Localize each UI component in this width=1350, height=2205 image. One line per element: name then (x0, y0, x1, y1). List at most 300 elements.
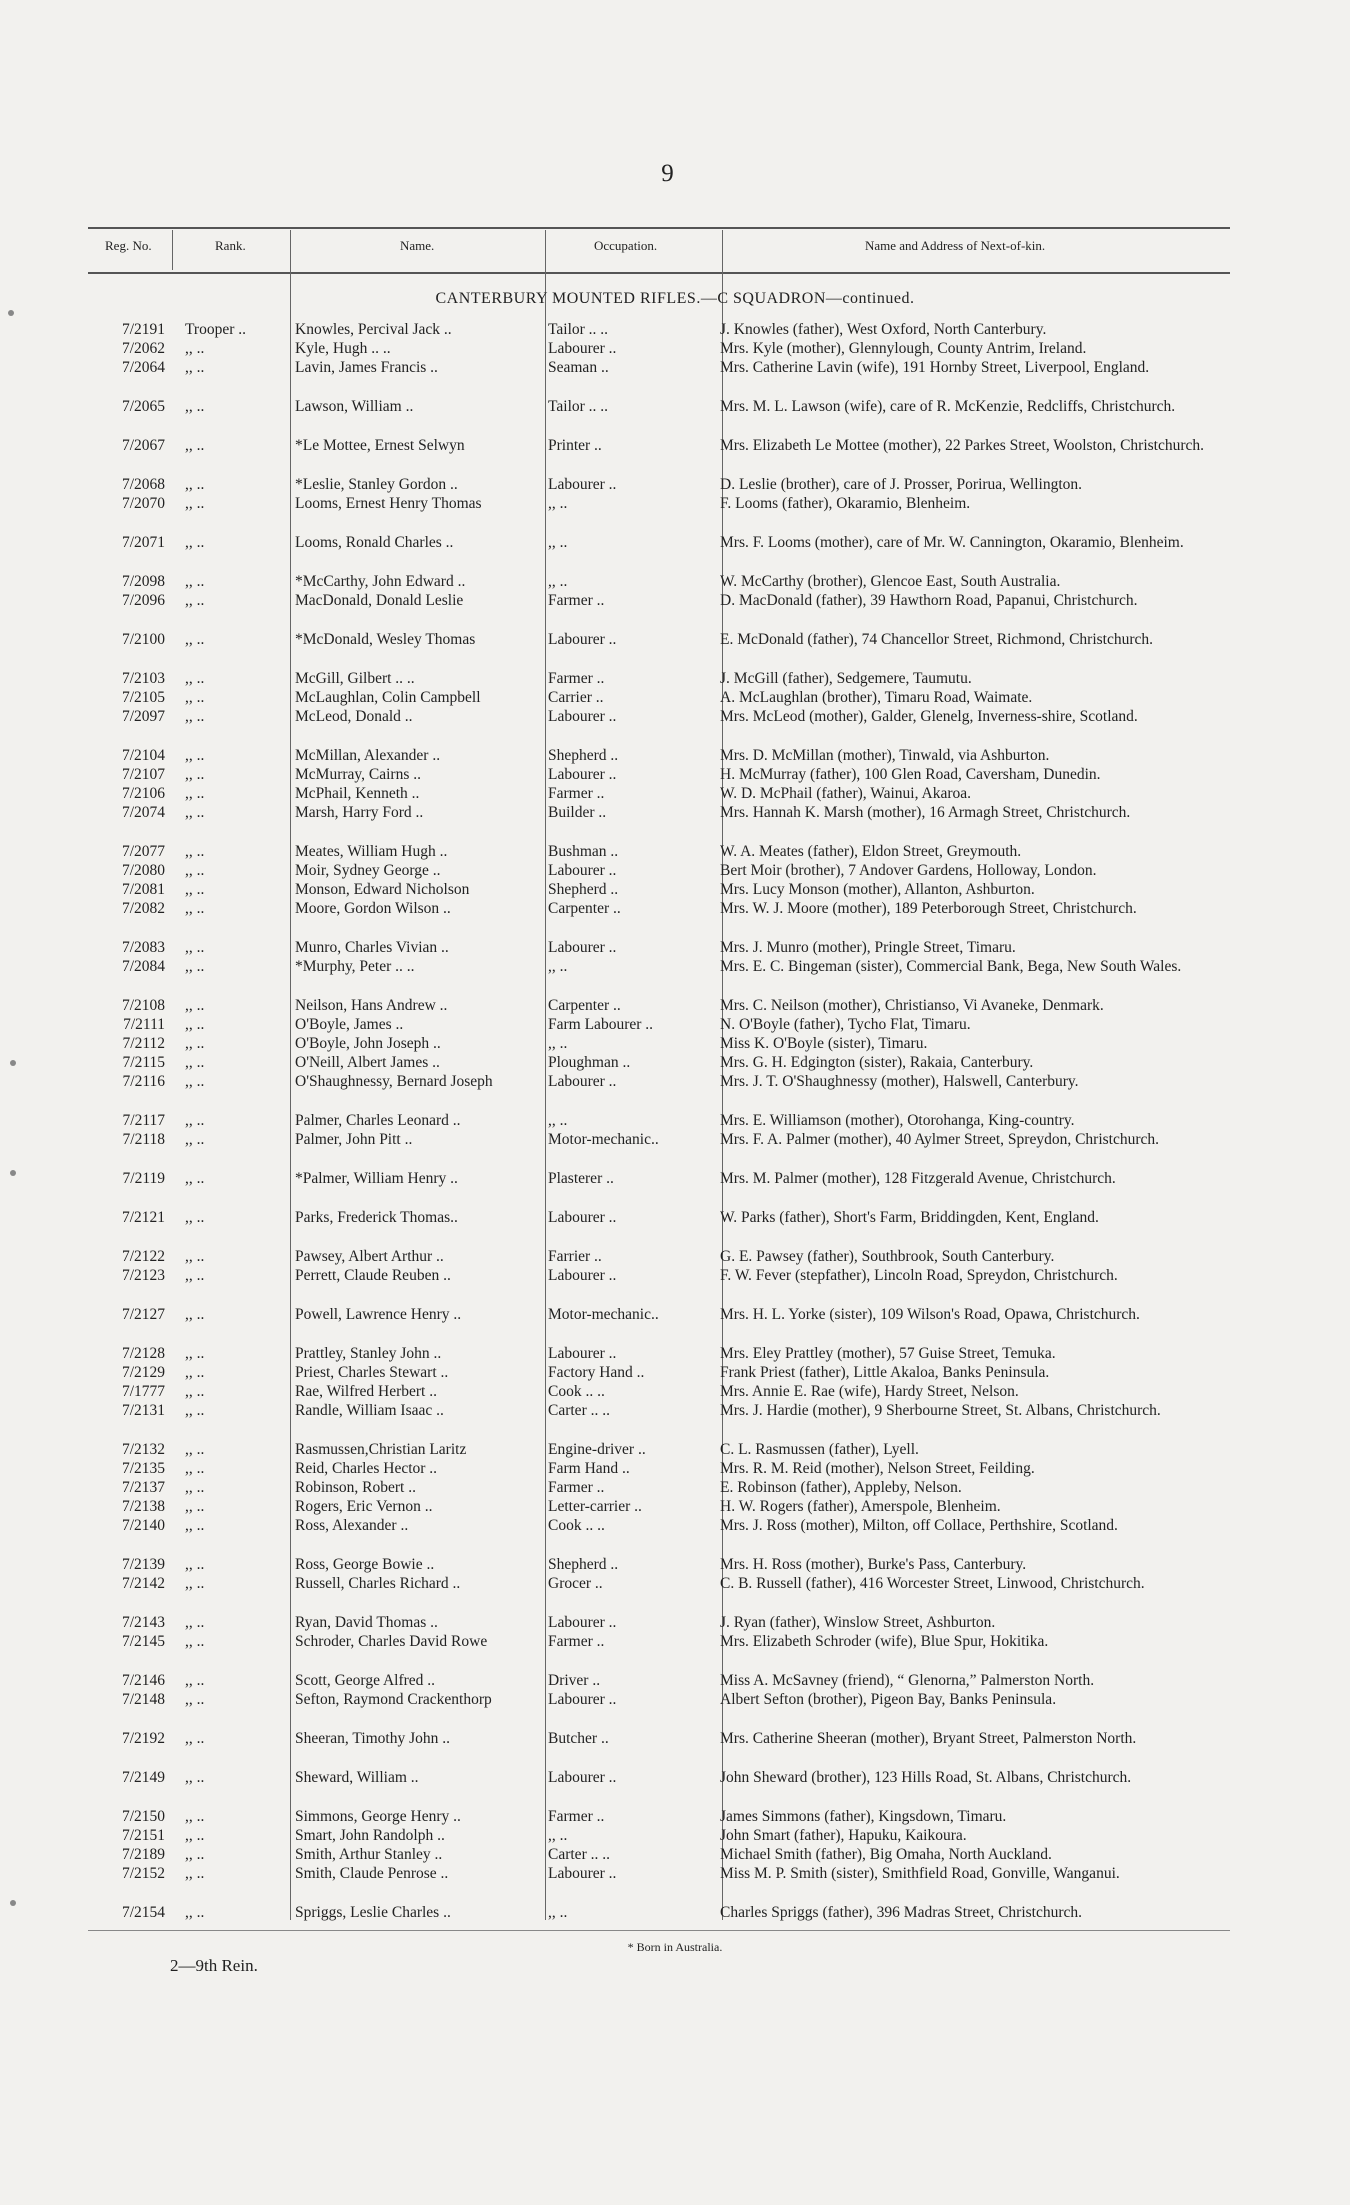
occupation-cell: Ploughman .. (548, 1054, 631, 1071)
reg-no-cell: 7/2112 (122, 1035, 165, 1052)
rank-cell: ,, .. (185, 1865, 205, 1882)
name-cell: Lavin, James Francis .. (295, 359, 438, 376)
rank-cell: ,, .. (185, 958, 205, 975)
rank-cell: ,, .. (185, 1016, 205, 1033)
occupation-cell: Butcher .. (548, 1730, 609, 1747)
rank-cell: ,, .. (185, 1633, 205, 1650)
next-of-kin-cell: Mrs. J. Ross (mother), Milton, off Collace, Perthshire, Scotland. (720, 1517, 1118, 1534)
reg-no-cell: 7/2105 (121, 689, 165, 706)
next-of-kin-cell: Mrs. Elizabeth Le Mottee (mother), 22 Parkes Street, Woolston, Christchurch. (720, 437, 1205, 454)
occupation-cell: Shepherd .. (548, 881, 619, 898)
next-of-kin-cell: Mrs. C. Neilson (mother), Christianso, Vi Avaneke, Denmark. (720, 997, 1104, 1014)
occupation-cell: Tailor .. .. (548, 321, 609, 338)
reg-no-cell: 7/2129 (121, 1364, 165, 1381)
rank-cell: ,, .. (185, 766, 205, 783)
occupation-cell: ,, .. (548, 1827, 568, 1844)
occupation-cell: Labourer .. (548, 631, 617, 648)
occupation-cell: Labourer .. (548, 1769, 617, 1786)
name-cell: McMurray, Cairns .. (295, 766, 421, 783)
occupation-cell: Labourer .. (548, 939, 617, 956)
occupation-cell: ,, .. (548, 573, 568, 590)
name-cell: Palmer, John Pitt .. (295, 1131, 413, 1148)
reg-no-cell: 7/2137 (121, 1479, 165, 1496)
rank-cell: ,, .. (185, 1614, 205, 1631)
name-cell: Powell, Lawrence Henry .. (295, 1306, 462, 1323)
reg-no-cell: 7/2142 (121, 1575, 165, 1592)
next-of-kin-cell: Mrs. J. T. O'Shaughnessy (mother), Halswell, Canterbury. (720, 1073, 1079, 1090)
name-cell: Robinson, Robert .. (295, 1479, 416, 1496)
rank-cell: ,, .. (185, 359, 205, 376)
reg-no-cell: 7/2140 (121, 1517, 165, 1534)
reg-no-cell: 7/2068 (121, 476, 165, 493)
reg-no-cell: 7/2070 (121, 495, 165, 512)
section-heading: CANTERBURY MOUNTED RIFLES.—C SQUADRON—continued. (435, 290, 915, 307)
next-of-kin-cell: Bert Moir (brother), 7 Andover Gardens, Holloway, London. (720, 862, 1097, 879)
next-of-kin-cell: W. McCarthy (brother), Glencoe East, South Australia. (720, 573, 1061, 590)
occupation-cell: Labourer .. (548, 1267, 617, 1284)
occupation-cell: Labourer .. (548, 1865, 617, 1882)
next-of-kin-cell: E. Robinson (father), Appleby, Nelson. (720, 1479, 962, 1496)
next-of-kin-cell: Mrs. M. L. Lawson (wife), care of R. McKenzie, Redcliffs, Christchurch. (720, 398, 1176, 415)
occupation-cell: Shepherd .. (548, 1556, 619, 1573)
margin-punch-hole (8, 310, 14, 316)
column-divider (545, 230, 546, 1920)
reg-no-cell: 7/2067 (121, 437, 165, 454)
rank-cell: ,, .. (185, 900, 205, 917)
next-of-kin-cell: D. Leslie (brother), care of J. Prosser, Porirua, Wellington. (720, 476, 1083, 493)
name-cell: Scott, George Alfred .. (295, 1672, 436, 1689)
reg-no-cell: 7/2151 (121, 1827, 165, 1844)
reg-no-cell: 7/2100 (121, 631, 165, 648)
next-of-kin-cell: Mrs. McLeod (mother), Galder, Glenelg, Inverness-shire, Scotland. (720, 708, 1138, 725)
occupation-cell: Builder .. (548, 804, 607, 821)
rank-cell: ,, .. (185, 708, 205, 725)
next-of-kin-cell: Mrs. D. McMillan (mother), Tinwald, via Ashburton. (720, 747, 1050, 764)
next-of-kin-cell: W. D. McPhail (father), Wainui, Akaroa. (720, 785, 971, 802)
margin-punch-hole (10, 1900, 16, 1906)
next-of-kin-cell: A. McLaughlan (brother), Timaru Road, Waimate. (720, 689, 1033, 706)
next-of-kin-cell: Mrs. W. J. Moore (mother), 189 Peterborough Street, Christchurch. (720, 900, 1137, 917)
occupation-cell: Cook .. .. (548, 1383, 605, 1400)
next-of-kin-cell: C. B. Russell (father), 416 Worcester Street, Linwood, Christchurch. (720, 1575, 1145, 1592)
occupation-cell: Farm Hand .. (548, 1460, 630, 1477)
reg-no-cell: 7/2104 (121, 747, 165, 764)
occupation-cell: Farmer .. (548, 592, 605, 609)
occupation-cell: Labourer .. (548, 340, 617, 357)
name-cell: *Le Mottee, Ernest Selwyn (295, 437, 465, 454)
next-of-kin-cell: Mrs. H. Ross (mother), Burke's Pass, Canterbury. (720, 1556, 1027, 1573)
occupation-cell: Labourer .. (548, 476, 617, 493)
next-of-kin-cell: Mrs. F. Looms (mother), care of Mr. W. Cannington, Okaramio, Blenheim. (720, 534, 1184, 551)
name-cell: Schroder, Charles David Rowe (295, 1633, 488, 1650)
rank-cell: ,, .. (185, 747, 205, 764)
rank-cell: ,, .. (185, 1209, 205, 1226)
reg-no-cell: 7/2081 (121, 881, 165, 898)
occupation-cell: Labourer .. (548, 1614, 617, 1631)
occupation-cell: Motor-mechanic.. (548, 1306, 659, 1323)
rank-cell: ,, .. (185, 939, 205, 956)
reg-no-cell: 7/1777 (121, 1383, 165, 1400)
name-cell: Parks, Frederick Thomas.. (295, 1209, 458, 1226)
occupation-cell: Motor-mechanic.. (548, 1131, 659, 1148)
occupation-cell: Farmer .. (548, 1479, 605, 1496)
occupation-cell: Labourer .. (548, 1073, 617, 1090)
next-of-kin-cell: D. MacDonald (father), 39 Hawthorn Road, Papanui, Christchurch. (720, 592, 1138, 609)
page-number: 9 (661, 160, 674, 187)
rank-cell: ,, .. (185, 1672, 205, 1689)
name-cell: Priest, Charles Stewart .. (295, 1364, 449, 1381)
rank-cell: ,, .. (185, 1267, 205, 1284)
next-of-kin-cell: F. Looms (father), Okaramio, Blenheim. (720, 495, 971, 512)
name-cell: McGill, Gilbert .. .. (295, 670, 415, 687)
next-of-kin-cell: W. A. Meates (father), Eldon Street, Greymouth. (720, 843, 1022, 860)
reg-no-cell: 7/2154 (121, 1904, 165, 1921)
name-cell: Meates, William Hugh .. (295, 843, 448, 860)
next-of-kin-cell: Miss K. O'Boyle (sister), Timaru. (720, 1035, 928, 1052)
reg-no-cell: 7/2083 (121, 939, 165, 956)
reg-no-cell: 7/2097 (121, 708, 165, 725)
reg-no-cell: 7/2123 (121, 1267, 165, 1284)
header-occupation: Occupation. (594, 238, 658, 253)
rank-cell: ,, .. (185, 804, 205, 821)
rank-cell: ,, .. (185, 1112, 205, 1129)
occupation-cell: Carter .. .. (548, 1846, 610, 1863)
name-cell: O'Shaughnessy, Bernard Joseph (295, 1073, 493, 1090)
reg-no-cell: 7/2131 (121, 1402, 165, 1419)
next-of-kin-cell: Mrs. M. Palmer (mother), 128 Fitzgerald Avenue, Christchurch. (720, 1170, 1116, 1187)
name-cell: McLeod, Donald .. (295, 708, 413, 725)
rank-cell: ,, .. (185, 1575, 205, 1592)
header-next-of-kin: Name and Address of Next-of-kin. (865, 238, 1046, 253)
name-cell: Russell, Charles Richard .. (295, 1575, 461, 1592)
reg-no-cell: 7/2064 (121, 359, 165, 376)
reg-no-cell: 7/2065 (121, 398, 165, 415)
occupation-cell: Carrier .. (548, 689, 604, 706)
rank-cell: ,, .. (185, 1479, 205, 1496)
reg-no-cell: 7/2121 (121, 1209, 165, 1226)
rank-cell: ,, .. (185, 1827, 205, 1844)
rank-cell: ,, .. (185, 1073, 205, 1090)
reg-no-cell: 7/2103 (121, 670, 165, 687)
reg-no-cell: 7/2150 (121, 1808, 165, 1825)
occupation-cell: ,, .. (548, 495, 568, 512)
name-cell: Rae, Wilfred Herbert .. (295, 1383, 437, 1400)
name-cell: McPhail, Kenneth .. (295, 785, 420, 802)
next-of-kin-cell: Mrs. G. H. Edgington (sister), Rakaia, Canterbury. (720, 1054, 1034, 1071)
header-reg-no: Reg. No. (105, 238, 152, 253)
next-of-kin-cell: J. McGill (father), Sedgemere, Taumutu. (720, 670, 972, 687)
reg-no-cell: 7/2080 (121, 862, 165, 879)
rank-cell: ,, .. (185, 340, 205, 357)
rank-cell: ,, .. (185, 573, 205, 590)
rank-cell: ,, .. (185, 1556, 205, 1573)
name-cell: Perrett, Claude Reuben .. (295, 1267, 451, 1284)
name-cell: Smart, John Randolph .. (295, 1827, 445, 1844)
next-of-kin-cell: Frank Priest (father), Little Akaloa, Banks Peninsula. (720, 1364, 1050, 1381)
column-divider (172, 230, 173, 270)
occupation-cell: ,, .. (548, 1112, 568, 1129)
name-cell: Moore, Gordon Wilson .. (295, 900, 451, 917)
occupation-cell: ,, .. (548, 1035, 568, 1052)
next-of-kin-cell: F. W. Fever (stepfather), Lincoln Road, Spreydon, Christchurch. (720, 1267, 1118, 1284)
next-of-kin-cell: J. Ryan (father), Winslow Street, Ashburton. (720, 1614, 996, 1631)
name-cell: MacDonald, Donald Leslie (295, 592, 464, 609)
next-of-kin-cell: Miss M. P. Smith (sister), Smithfield Road, Gonville, Wanganui. (720, 1865, 1120, 1882)
occupation-cell: Seaman .. (548, 359, 609, 376)
rank-cell: ,, .. (185, 476, 205, 493)
reg-no-cell: 7/2117 (122, 1112, 165, 1129)
rank-cell: ,, .. (185, 670, 205, 687)
occupation-cell: Shepherd .. (548, 747, 619, 764)
occupation-cell: Labourer .. (548, 708, 617, 725)
reg-no-cell: 7/2146 (121, 1672, 165, 1689)
rank-cell: ,, .. (185, 1383, 205, 1400)
next-of-kin-cell: Mrs. R. M. Reid (mother), Nelson Street, Feilding. (720, 1460, 1035, 1477)
name-cell: Sefton, Raymond Crackenthorp (295, 1691, 492, 1708)
occupation-cell: Bushman .. (548, 843, 619, 860)
rank-cell: ,, .. (185, 689, 205, 706)
header-top-rule (88, 227, 1230, 229)
name-cell: McLaughlan, Colin Campbell (295, 689, 481, 706)
reg-no-cell: 7/2132 (121, 1441, 165, 1458)
name-cell: Kyle, Hugh .. .. (295, 340, 391, 357)
reg-no-cell: 7/2192 (121, 1730, 165, 1747)
rank-cell: ,, .. (185, 997, 205, 1014)
next-of-kin-cell: W. Parks (father), Short's Farm, Briddingden, Kent, England. (720, 1209, 1099, 1226)
next-of-kin-cell: H. W. Rogers (father), Amerspole, Blenheim. (720, 1498, 1001, 1515)
next-of-kin-cell: N. O'Boyle (father), Tycho Flat, Timaru. (720, 1016, 971, 1033)
next-of-kin-cell: Albert Sefton (brother), Pigeon Bay, Banks Peninsula. (720, 1691, 1057, 1708)
occupation-cell: Farrier .. (548, 1248, 602, 1265)
reg-no-cell: 7/2189 (121, 1846, 165, 1863)
occupation-cell: Labourer .. (548, 1345, 617, 1362)
next-of-kin-cell: Miss A. McSavney (friend), “ Glenorna,” Palmerston North. (720, 1672, 1095, 1689)
next-of-kin-cell: Mrs. E. Williamson (mother), Otorohanga, King-country. (720, 1112, 1075, 1129)
reg-no-cell: 7/2071 (121, 534, 165, 551)
margin-punch-hole (10, 1060, 16, 1066)
name-cell: O'Boyle, James .. (295, 1016, 404, 1033)
occupation-cell: Labourer .. (548, 766, 617, 783)
occupation-cell: Engine-driver .. (548, 1441, 646, 1458)
occupation-cell: ,, .. (548, 958, 568, 975)
reg-no-cell: 7/2148 (121, 1691, 165, 1708)
reg-no-cell: 7/2062 (121, 340, 165, 357)
name-cell: Pawsey, Albert Arthur .. (295, 1248, 444, 1265)
next-of-kin-cell: Michael Smith (father), Big Omaha, North Auckland. (720, 1846, 1052, 1863)
reg-no-cell: 7/2139 (121, 1556, 165, 1573)
next-of-kin-cell: Mrs. Hannah K. Marsh (mother), 16 Armagh Street, Christchurch. (720, 804, 1131, 821)
occupation-cell: Farmer .. (548, 1808, 605, 1825)
name-cell: *McCarthy, John Edward .. (295, 573, 466, 590)
name-cell: Monson, Edward Nicholson (295, 881, 470, 898)
rank-cell: ,, .. (185, 534, 205, 551)
rank-cell: ,, .. (185, 1035, 205, 1052)
next-of-kin-cell: John Sheward (brother), 123 Hills Road, St. Albans, Christchurch. (720, 1769, 1132, 1786)
rank-cell: ,, .. (185, 398, 205, 415)
header-rank: Rank. (215, 238, 246, 253)
footnote: * Born in Australia. (627, 1940, 723, 1954)
reg-no-cell: 7/2122 (121, 1248, 165, 1265)
name-cell: Prattley, Stanley John .. (295, 1345, 442, 1362)
rank-cell: ,, .. (185, 1808, 205, 1825)
next-of-kin-cell: Mrs. J. Hardie (mother), 9 Sherbourne Street, St. Albans, Christchurch. (720, 1402, 1161, 1419)
next-of-kin-cell: G. E. Pawsey (father), Southbrook, South Canterbury. (720, 1248, 1055, 1265)
reg-no-cell: 7/2116 (122, 1073, 165, 1090)
next-of-kin-cell: H. McMurray (father), 100 Glen Road, Caversham, Dunedin. (720, 766, 1101, 783)
occupation-cell: Cook .. .. (548, 1517, 605, 1534)
rank-cell: Trooper .. (185, 321, 247, 338)
reg-no-cell: 7/2135 (121, 1460, 165, 1477)
occupation-cell: Carpenter .. (548, 900, 621, 917)
occupation-cell: Driver .. (548, 1672, 601, 1689)
rank-cell: ,, .. (185, 1691, 205, 1708)
next-of-kin-cell: John Smart (father), Hapuku, Kaikoura. (720, 1827, 967, 1844)
occupation-cell: ,, .. (548, 1904, 568, 1921)
reg-no-cell: 7/2143 (121, 1614, 165, 1631)
rank-cell: ,, .. (185, 592, 205, 609)
name-cell: Knowles, Percival Jack .. (295, 321, 452, 338)
next-of-kin-cell: Mrs. J. Munro (mother), Pringle Street, Timaru. (720, 939, 1016, 956)
reg-no-cell: 7/2082 (121, 900, 165, 917)
rank-cell: ,, .. (185, 1904, 205, 1921)
reg-no-cell: 7/2138 (121, 1498, 165, 1515)
reg-no-cell: 7/2096 (121, 592, 165, 609)
next-of-kin-cell: Mrs. Annie E. Rae (wife), Hardy Street, Nelson. (720, 1383, 1019, 1400)
next-of-kin-cell: James Simmons (father), Kingsdown, Timaru. (720, 1808, 1007, 1825)
next-of-kin-cell: Mrs. Catherine Sheeran (mother), Bryant Street, Palmerston North. (720, 1730, 1137, 1747)
name-cell: Looms, Ronald Charles .. (295, 534, 454, 551)
next-of-kin-cell: Charles Spriggs (father), 396 Madras Street, Christchurch. (720, 1904, 1083, 1921)
rank-cell: ,, .. (185, 1248, 205, 1265)
name-cell: *Palmer, William Henry .. (295, 1170, 458, 1187)
rank-cell: ,, .. (185, 1517, 205, 1534)
next-of-kin-cell: E. McDonald (father), 74 Chancellor Street, Richmond, Christchurch. (720, 631, 1154, 648)
next-of-kin-cell: Mrs. E. C. Bingeman (sister), Commercial Bank, Bega, New South Wales. (720, 958, 1182, 975)
name-cell: Ross, Alexander .. (295, 1517, 409, 1534)
reg-no-cell: 7/2145 (121, 1633, 165, 1650)
name-cell: Moir, Sydney George .. (295, 862, 441, 879)
name-cell: Smith, Arthur Stanley .. (295, 1846, 443, 1863)
column-divider (290, 230, 291, 1920)
rank-cell: ,, .. (185, 881, 205, 898)
rank-cell: ,, .. (185, 1345, 205, 1362)
next-of-kin-cell: Mrs. Elizabeth Schroder (wife), Blue Spur, Hokitika. (720, 1633, 1049, 1650)
occupation-cell: Grocer .. (548, 1575, 603, 1592)
name-cell: Lawson, William .. (295, 398, 414, 415)
next-of-kin-cell: Mrs. Catherine Lavin (wife), 191 Hornby Street, Liverpool, England. (720, 359, 1150, 376)
occupation-cell: Labourer .. (548, 862, 617, 879)
next-of-kin-cell: Mrs. Lucy Monson (mother), Allanton, Ashburton. (720, 881, 1035, 898)
rank-cell: ,, .. (185, 1306, 205, 1323)
name-cell: Spriggs, Leslie Charles .. (295, 1904, 451, 1921)
next-of-kin-cell: Mrs. Kyle (mother), Glennylough, County Antrim, Ireland. (720, 340, 1087, 357)
reg-no-cell: 7/2084 (121, 958, 165, 975)
margin-punch-hole (10, 1170, 16, 1176)
name-cell: *McDonald, Wesley Thomas (295, 631, 476, 648)
name-cell: Palmer, Charles Leonard .. (295, 1112, 461, 1129)
name-cell: Rasmussen,Christian Laritz (295, 1441, 467, 1458)
footer-rule (88, 1930, 1230, 1931)
rank-cell: ,, .. (185, 437, 205, 454)
rank-cell: ,, .. (185, 631, 205, 648)
occupation-cell: Plasterer .. (548, 1170, 614, 1187)
occupation-cell: Tailor .. .. (548, 398, 609, 415)
next-of-kin-cell: C. L. Rasmussen (father), Lyell. (720, 1441, 919, 1458)
occupation-cell: ,, .. (548, 534, 568, 551)
occupation-cell: Carpenter .. (548, 997, 621, 1014)
rank-cell: ,, .. (185, 1460, 205, 1477)
reg-no-cell: 7/2077 (121, 843, 165, 860)
name-cell: O'Neill, Albert James .. (295, 1054, 440, 1071)
name-cell: Sheeran, Timothy John .. (295, 1730, 451, 1747)
next-of-kin-cell: J. Knowles (father), West Oxford, North Canterbury. (720, 321, 1047, 338)
header-name: Name. (400, 238, 435, 253)
rank-cell: ,, .. (185, 785, 205, 802)
header-bottom-rule (88, 272, 1230, 274)
reg-no-cell: 7/2098 (121, 573, 165, 590)
occupation-cell: Farm Labourer .. (548, 1016, 654, 1033)
occupation-cell: Farmer .. (548, 670, 605, 687)
occupation-cell: Labourer .. (548, 1691, 617, 1708)
rank-cell: ,, .. (185, 1846, 205, 1863)
reg-no-cell: 7/2118 (122, 1131, 165, 1148)
occupation-cell: Factory Hand .. (548, 1364, 645, 1381)
name-cell: Smith, Claude Penrose .. (295, 1865, 449, 1882)
name-cell: *Murphy, Peter .. .. (295, 958, 415, 975)
occupation-cell: Farmer .. (548, 1633, 605, 1650)
name-cell: Reid, Charles Hector .. (295, 1460, 438, 1477)
rank-cell: ,, .. (185, 1441, 205, 1458)
next-of-kin-cell: Mrs. F. A. Palmer (mother), 40 Aylmer Street, Spreydon, Christchurch. (720, 1131, 1160, 1148)
name-cell: Marsh, Harry Ford .. (295, 804, 424, 821)
reg-no-cell: 7/2191 (121, 321, 165, 338)
occupation-cell: Printer .. (548, 437, 602, 454)
rank-cell: ,, .. (185, 1498, 205, 1515)
reg-no-cell: 7/2115 (122, 1054, 165, 1071)
reg-no-cell: 7/2074 (121, 804, 165, 821)
occupation-cell: Farmer .. (548, 785, 605, 802)
reg-no-cell: 7/2106 (121, 785, 165, 802)
name-cell: Ryan, David Thomas .. (295, 1614, 438, 1631)
name-cell: Munro, Charles Vivian .. (295, 939, 449, 956)
reg-no-cell: 7/2108 (121, 997, 165, 1014)
name-cell: O'Boyle, John Joseph .. (295, 1035, 441, 1052)
rank-cell: ,, .. (185, 1054, 205, 1071)
name-cell: McMillan, Alexander .. (295, 747, 441, 764)
reg-no-cell: 7/2111 (123, 1016, 165, 1033)
name-cell: Simmons, George Henry .. (295, 1808, 461, 1825)
signature-mark: 2—9th Rein. (170, 1956, 258, 1975)
next-of-kin-cell: Mrs. H. L. Yorke (sister), 109 Wilson's Road, Opawa, Christchurch. (720, 1306, 1140, 1323)
reg-no-cell: 7/2127 (121, 1306, 165, 1323)
reg-no-cell: 7/2119 (122, 1170, 165, 1187)
rank-cell: ,, .. (185, 843, 205, 860)
rank-cell: ,, .. (185, 1402, 205, 1419)
reg-no-cell: 7/2149 (121, 1769, 165, 1786)
rank-cell: ,, .. (185, 1131, 205, 1148)
rank-cell: ,, .. (185, 495, 205, 512)
rank-cell: ,, .. (185, 1730, 205, 1747)
rank-cell: ,, .. (185, 1170, 205, 1187)
rank-cell: ,, .. (185, 1364, 205, 1381)
reg-no-cell: 7/2152 (121, 1865, 165, 1882)
next-of-kin-cell: Mrs. Eley Prattley (mother), 57 Guise Street, Temuka. (720, 1345, 1056, 1362)
reg-no-cell: 7/2107 (121, 766, 165, 783)
rank-cell: ,, .. (185, 862, 205, 879)
name-cell: Randle, William Isaac .. (295, 1402, 444, 1419)
name-cell: Rogers, Eric Vernon .. (295, 1498, 433, 1515)
name-cell: Neilson, Hans Andrew .. (295, 997, 448, 1014)
